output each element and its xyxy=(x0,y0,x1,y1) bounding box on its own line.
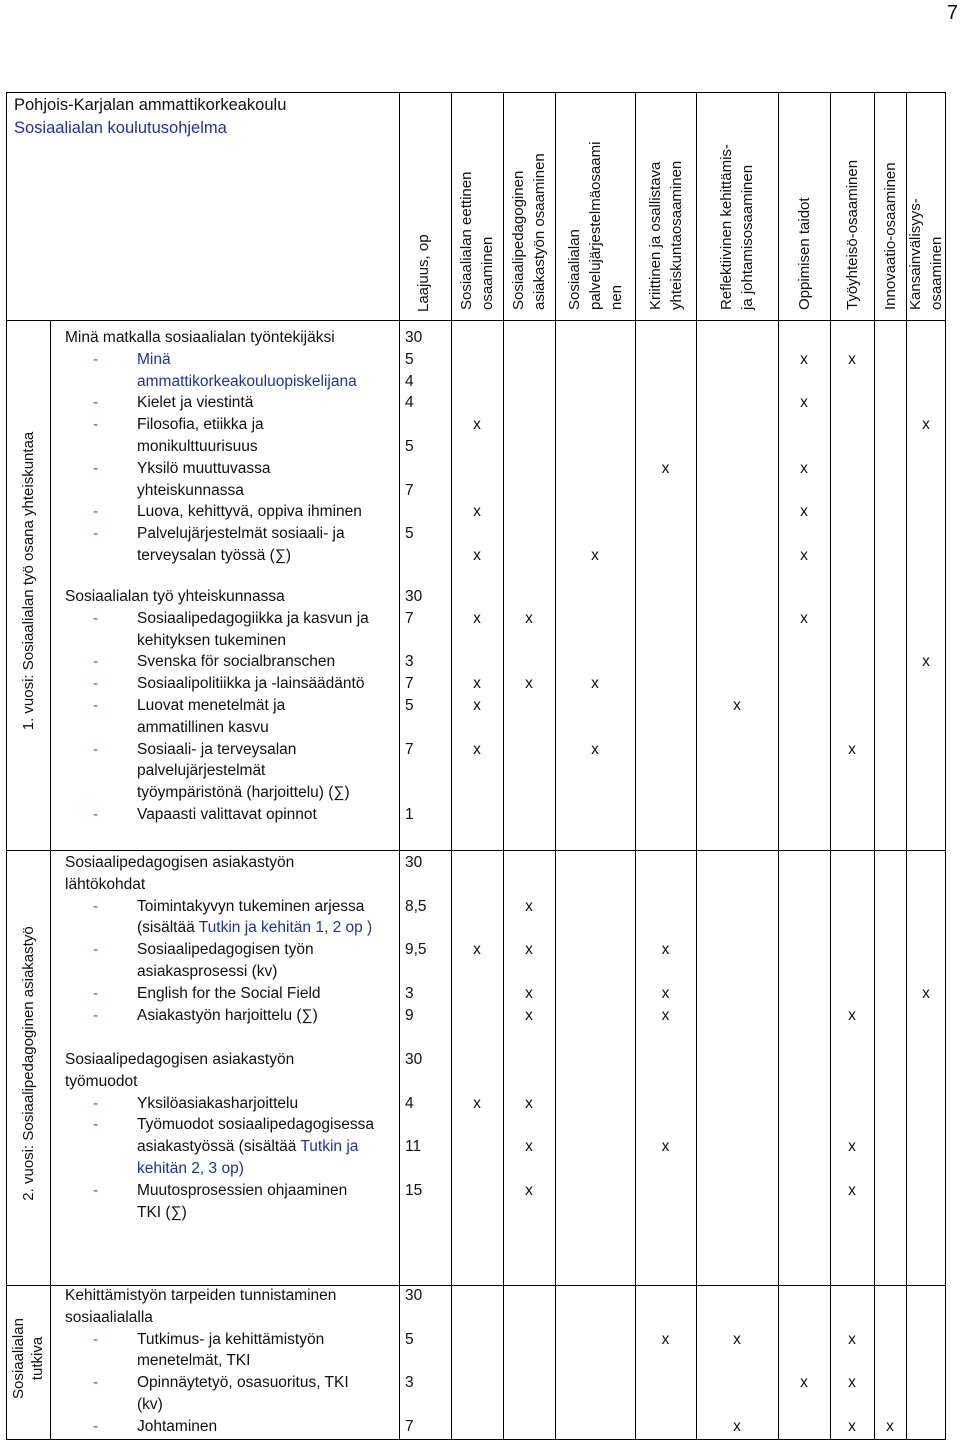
credit-value: 9 xyxy=(405,1006,414,1024)
competence-header xyxy=(794,197,815,310)
year-label-line: 2. vuosi: Sosiaalipedagoginen asiakastyö xyxy=(19,926,37,1201)
credit-value: 7 xyxy=(405,481,414,499)
competence-mark: x xyxy=(848,1417,856,1435)
competence-mark: x xyxy=(800,350,808,368)
competence-mark: x xyxy=(525,941,533,959)
course-text xyxy=(65,1307,153,1329)
credit-value: 7 xyxy=(405,609,414,627)
course-text xyxy=(137,608,369,630)
col-divider xyxy=(635,92,636,1440)
course-text xyxy=(137,371,357,393)
course-label: Yksilöasiakasharjoittelu xyxy=(137,1094,299,1112)
competence-mark: x xyxy=(661,1006,670,1024)
competence-mark: x xyxy=(525,675,533,693)
course-label: English for the Social Field xyxy=(137,984,321,1002)
credit-value: 4 xyxy=(405,394,414,412)
course-label: Sosiaalipedagogisen työn xyxy=(137,941,314,959)
course-text xyxy=(137,1394,163,1416)
competence-mark: x xyxy=(473,1094,481,1112)
course-text xyxy=(137,1136,358,1158)
course-label: lähtökohdat xyxy=(65,875,146,893)
competence-mark: x xyxy=(848,1374,856,1392)
competence-mark: x xyxy=(800,609,808,627)
course-text xyxy=(137,480,244,502)
curriculum-table xyxy=(6,92,946,1440)
competence-mark: x xyxy=(848,1181,856,1199)
course-text xyxy=(65,586,285,608)
course-label: työmuodot xyxy=(65,1072,138,1090)
competence-mark: x xyxy=(848,740,856,758)
course-text xyxy=(137,760,265,782)
course-label-highlight: Tutkin ja kehitän 1, 2 op ) xyxy=(198,919,373,937)
col-divider xyxy=(503,92,504,1440)
course-text xyxy=(137,1416,217,1438)
page-number: 7 xyxy=(946,2,958,24)
course-text xyxy=(137,1114,374,1136)
competence-mark: x xyxy=(591,740,599,758)
competence-mark: x xyxy=(800,1374,808,1392)
competence-header xyxy=(905,198,947,310)
course-text xyxy=(137,782,350,804)
course-text xyxy=(137,1329,324,1351)
course-label: Kehittämistyön tarpeiden tunnistaminen xyxy=(65,1287,337,1304)
competence-mark: x xyxy=(922,984,930,1002)
competence-header-line: Sosiaalialan xyxy=(565,229,583,310)
credit-value: 5 xyxy=(405,525,414,543)
course-label: Muutosprosessien ohjaaminen xyxy=(137,1181,348,1199)
credit-value: 5 xyxy=(405,1330,414,1348)
competence-header-line: Oppimisen taidot xyxy=(795,197,813,310)
col-divider xyxy=(874,92,875,1440)
border-left xyxy=(6,92,7,1440)
course-label: Luova, kehittyvä, oppiva ihminen xyxy=(137,503,362,521)
list-dash: - xyxy=(93,1094,99,1112)
credit-value: 4 xyxy=(405,1094,414,1112)
credit-value: 3 xyxy=(405,653,414,671)
course-label: (sisältää xyxy=(137,919,199,937)
course-text xyxy=(137,939,314,961)
competence-header-line: Työyhteisö-osaaminen xyxy=(843,159,861,310)
competence-header-line: asiakastyön osaaminen xyxy=(531,153,548,310)
col-divider xyxy=(830,92,831,1440)
course-label: Svenska för socialbranschen xyxy=(137,653,336,671)
competence-mark: x xyxy=(473,697,481,714)
op-column-header: Laajuus, op xyxy=(415,234,432,312)
list-dash: - xyxy=(93,1181,99,1199)
competence-header-line: ja johtamisosaaminen xyxy=(739,164,756,310)
year-label xyxy=(9,1281,47,1436)
list-dash: - xyxy=(93,1330,99,1348)
credit-value: 30 xyxy=(405,329,423,346)
course-label: Minä xyxy=(137,350,171,368)
list-dash: - xyxy=(93,609,99,627)
competence-mark: x xyxy=(848,1330,856,1348)
list-dash: - xyxy=(93,1116,99,1134)
course-label: työympäristönä (harjoittelu) (∑) xyxy=(137,784,350,802)
course-label: terveysalan työssä (∑) xyxy=(137,547,292,564)
competence-mark: x xyxy=(525,984,533,1002)
year-label xyxy=(19,316,38,846)
competence-mark: x xyxy=(661,984,670,1002)
course-label: Sosiaali- ja terveysalan xyxy=(137,740,297,758)
competence-mark: x xyxy=(661,459,670,477)
course-label: ammattikorkeakouluopiskelijana xyxy=(137,372,357,390)
list-dash: - xyxy=(93,503,99,521)
course-label: Johtaminen xyxy=(137,1417,218,1435)
course-label: kehitän 2, 3 op) xyxy=(137,1160,244,1177)
competence-header-line: yhteiskuntaosaaminen xyxy=(667,160,685,310)
competence-header xyxy=(645,161,687,310)
col-divider xyxy=(696,92,697,1440)
competence-mark: x xyxy=(473,609,481,627)
course-text xyxy=(137,1093,298,1115)
course-text xyxy=(137,545,291,567)
competence-mark: x xyxy=(800,503,808,521)
course-text xyxy=(137,739,296,761)
course-label: Työmuodot sosiaalipedagogisessa xyxy=(137,1116,374,1134)
course-label: sosiaalialalla xyxy=(65,1308,153,1326)
course-text xyxy=(65,1285,336,1307)
col-divider xyxy=(778,92,779,1440)
competence-mark: x xyxy=(848,1006,856,1024)
competence-mark: x xyxy=(591,547,599,564)
course-text xyxy=(65,1071,137,1093)
competence-mark: x xyxy=(733,1417,741,1435)
competence-mark: x xyxy=(886,1417,894,1435)
credit-value: 9,5 xyxy=(405,941,427,959)
course-text xyxy=(137,349,171,371)
course-label: yhteiskunnassa xyxy=(137,481,244,499)
year-label xyxy=(19,846,38,1281)
credit-value: 8,5 xyxy=(405,897,427,915)
course-label: Vapaasti valittavat opinnot xyxy=(137,806,317,823)
course-label: palvelujärjestelmät xyxy=(137,762,266,780)
programme-name: Sosiaalialan koulutusohjelma xyxy=(14,119,227,137)
competence-header-line: palvelujärjestelmäosaami xyxy=(586,141,604,310)
course-label: Kielet ja viestintä xyxy=(137,394,254,412)
competence-mark: x xyxy=(525,1006,533,1024)
course-text xyxy=(137,414,264,436)
list-dash: - xyxy=(93,394,99,412)
list-dash: - xyxy=(93,941,99,959)
competence-mark: x xyxy=(661,1138,670,1156)
competence-mark: x xyxy=(848,1138,856,1156)
course-text xyxy=(137,1005,318,1027)
list-dash: - xyxy=(93,416,99,434)
course-label: Palvelujärjestelmät sosiaali- ja xyxy=(137,525,345,543)
competence-mark: x xyxy=(473,941,481,959)
competence-header xyxy=(456,172,498,310)
competence-header-line: nen xyxy=(607,284,625,310)
competence-mark: x xyxy=(473,675,481,693)
course-label: Opinnäytetyö, osasuoritus, TKI xyxy=(137,1374,349,1392)
course-text xyxy=(137,917,372,939)
course-text xyxy=(137,523,345,545)
course-label: Sosiaalialan työ yhteiskunnassa xyxy=(65,588,285,605)
year-label-line: tutkiva xyxy=(29,1336,46,1381)
credit-value: 3 xyxy=(405,984,414,1002)
row-divider xyxy=(6,850,946,851)
list-dash: - xyxy=(93,740,99,758)
list-dash: - xyxy=(93,697,99,714)
competence-mark: x xyxy=(733,697,741,714)
course-label: asiakasprosessi (kv) xyxy=(137,963,278,980)
list-dash: - xyxy=(93,653,99,671)
competence-mark: x xyxy=(473,503,481,521)
course-label: Sosiaalipolitiikka ja -lainsäädäntö xyxy=(137,675,365,693)
competence-header xyxy=(564,142,627,310)
credit-value: 5 xyxy=(405,350,414,368)
course-text xyxy=(137,896,364,918)
list-dash: - xyxy=(93,1374,99,1392)
competence-header xyxy=(508,153,550,310)
competence-mark: x xyxy=(661,941,670,959)
list-dash: - xyxy=(93,897,99,915)
credit-value: 30 xyxy=(405,854,423,871)
competence-mark: x xyxy=(525,1138,533,1156)
list-dash: - xyxy=(93,459,99,477)
year-label-line: 1. vuosi: Sosiaalialan työ osana yhteiskuntaa xyxy=(19,431,37,731)
course-label: Toimintakyvyn tukeminen arjessa xyxy=(137,897,365,915)
course-text xyxy=(137,1372,349,1394)
competence-header xyxy=(842,160,863,310)
course-label: TKI (∑) xyxy=(137,1203,187,1221)
competence-mark: x xyxy=(922,416,930,434)
course-text xyxy=(137,983,321,1005)
competence-mark: x xyxy=(473,547,481,564)
course-label: menetelmät, TKI xyxy=(137,1352,251,1370)
credit-value: 5 xyxy=(405,697,414,714)
border-top xyxy=(6,92,946,93)
course-text xyxy=(137,717,269,739)
competence-header-line: Sosiaalialan eettinen xyxy=(458,171,475,310)
row-divider xyxy=(6,320,946,321)
course-text xyxy=(137,630,286,652)
competence-header-line: Kansainvälisyys- xyxy=(907,198,924,310)
list-dash: - xyxy=(93,525,99,543)
credit-value: 1 xyxy=(405,806,414,823)
course-label: Sosiaalipedagogiikka ja kasvun ja xyxy=(137,609,369,627)
course-text xyxy=(137,1180,347,1202)
course-label: Filosofia, etiikka ja xyxy=(137,416,264,434)
list-dash: - xyxy=(93,1006,99,1024)
course-text xyxy=(137,804,317,826)
credit-value: 30 xyxy=(405,1051,423,1068)
competence-mark: x xyxy=(525,897,533,915)
course-text xyxy=(137,651,335,673)
competence-mark: x xyxy=(922,653,930,671)
credit-value: 7 xyxy=(405,740,414,758)
competence-header xyxy=(880,162,901,310)
course-text xyxy=(137,501,362,523)
credit-value: 30 xyxy=(405,1287,423,1304)
course-text xyxy=(137,961,277,983)
list-dash: - xyxy=(93,984,99,1002)
list-dash: - xyxy=(93,350,99,368)
course-text xyxy=(137,1350,250,1372)
credit-value: 30 xyxy=(405,588,423,605)
competence-mark: x xyxy=(661,1330,670,1348)
course-text xyxy=(65,852,294,874)
competence-mark: x xyxy=(525,1181,533,1199)
course-text xyxy=(137,392,253,414)
year-label-line: Sosiaalialan xyxy=(10,1318,27,1399)
course-label: Asiakastyön harjoittelu (∑) xyxy=(137,1006,318,1024)
list-dash: - xyxy=(93,806,99,823)
competence-mark: x xyxy=(525,1094,533,1112)
competence-mark: x xyxy=(473,416,481,434)
credit-value: 7 xyxy=(405,675,414,693)
competence-header-line: Kriittinen ja osallistava xyxy=(646,161,664,310)
competence-mark: x xyxy=(733,1330,741,1348)
competence-header-line: Innovaatio-osaaminen xyxy=(881,162,899,310)
course-label: Sosiaalipedagogisen asiakastyön xyxy=(65,1051,295,1068)
col-divider xyxy=(555,92,556,1440)
course-label: monikulttuurisuus xyxy=(137,438,258,455)
list-dash: - xyxy=(93,1417,99,1435)
credit-value: 3 xyxy=(405,1374,414,1392)
course-text xyxy=(137,436,258,458)
col-divider xyxy=(451,92,452,1440)
competence-mark: x xyxy=(473,740,481,758)
competence-mark: x xyxy=(848,350,856,368)
course-label: asiakastyössä (sisältää xyxy=(137,1138,301,1156)
competence-mark: x xyxy=(800,459,808,477)
course-text xyxy=(137,458,271,480)
competence-mark: x xyxy=(800,547,808,564)
course-text xyxy=(137,1202,187,1224)
competence-mark: x xyxy=(591,675,599,693)
course-label: Sosiaalipedagogisen asiakastyön xyxy=(65,854,295,871)
course-text xyxy=(65,1049,294,1071)
competence-header-line: osaaminen xyxy=(479,236,496,310)
course-text xyxy=(65,874,145,896)
credit-value: 11 xyxy=(405,1138,422,1156)
credit-value: 15 xyxy=(405,1181,423,1199)
competence-header-line: Sosiaalipedagoginen xyxy=(510,170,527,310)
course-text xyxy=(137,1158,244,1180)
competence-header-line: Reflektiivinen kehittämis- xyxy=(718,144,735,310)
course-label: Tutkimus- ja kehittämistyön xyxy=(137,1330,325,1348)
course-text xyxy=(137,695,285,717)
credit-value: 4 xyxy=(405,372,414,390)
course-text xyxy=(137,673,364,695)
credit-value: 5 xyxy=(405,438,414,455)
competence-mark: x xyxy=(525,609,533,627)
competence-header xyxy=(716,144,758,310)
col-divider xyxy=(399,92,400,1440)
course-text xyxy=(65,327,335,349)
course-label: (kv) xyxy=(137,1396,163,1413)
course-label: Minä matkalla sosiaalialan työntekijäksi xyxy=(65,329,335,346)
course-label: Yksilö muuttuvassa xyxy=(137,459,271,477)
competence-mark: x xyxy=(800,394,808,412)
course-label: ammatillinen kasvu xyxy=(137,718,269,736)
list-dash: - xyxy=(93,675,99,693)
course-label: Luovat menetelmät ja xyxy=(137,697,286,714)
institution-name: Pohjois-Karjalan ammattikorkeakoulu xyxy=(14,96,287,114)
course-label: kehityksen tukeminen xyxy=(137,631,287,649)
competence-header-line: osaaminen xyxy=(928,236,945,310)
col-divider xyxy=(50,320,51,1440)
credit-value: 7 xyxy=(405,1417,414,1435)
course-label-highlight: Tutkin ja xyxy=(300,1138,359,1156)
